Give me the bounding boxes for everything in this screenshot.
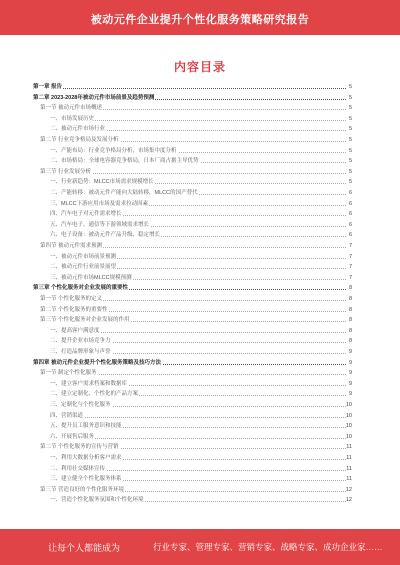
toc-page-number: 5: [348, 105, 352, 112]
toc-subsection-entry[interactable]: [33, 423, 352, 429]
toc-entry-label: 一、营造个性化服务氛围和个性化环境: [50, 497, 144, 504]
toc-entry-label: 第二节 行业竞争格局及发展分析: [40, 137, 119, 143]
toc-section-entry[interactable]: [33, 487, 352, 493]
toc-section-entry[interactable]: [33, 317, 352, 323]
toc-entry-label: 第三节 行业发展分析: [40, 168, 92, 175]
toc-page-number: 8: [348, 306, 352, 313]
toc-page-number: 9: [348, 380, 352, 387]
toc-page-number: 11: [346, 465, 352, 472]
toc-entry-label: 第四节 被动元件需求预测: [40, 243, 103, 249]
toc-subsection-entry[interactable]: [33, 201, 352, 207]
toc-page-number: 6: [348, 200, 352, 207]
toc-page-number: 5: [348, 115, 352, 122]
toc-page-number: 10: [345, 433, 352, 440]
toc-page-number: 9: [348, 359, 352, 366]
toc-entry-label: 六、开展售后服务: [50, 433, 95, 440]
toc-page-number: 11: [346, 444, 352, 451]
toc-subsection-entry[interactable]: [33, 190, 352, 196]
toc-entry-label: 三、被动元件市场MLCC规模预测: [50, 274, 132, 281]
toc-subsection-entry[interactable]: [33, 466, 352, 472]
toc-subsection-entry[interactable]: [33, 455, 352, 461]
footer-bar: [0, 529, 400, 565]
toc-chapter-entry[interactable]: [33, 95, 352, 101]
toc-subsection-entry[interactable]: [33, 126, 352, 132]
toc-page-number: 5: [348, 158, 352, 165]
toc-entry-label: 第四章 被动元件企业提升个性化服务策略及技巧方法: [33, 359, 162, 366]
toc-page-number: 7: [348, 253, 352, 260]
toc-subsection-entry[interactable]: [33, 391, 352, 397]
toc-section-entry[interactable]: [33, 169, 352, 175]
toc-entry-label: 四、汽车电子对元件需求增长: [50, 211, 122, 218]
toc-page-number: 6: [348, 190, 352, 196]
toc-page-number: 5: [348, 137, 352, 143]
toc-entry-label: 一、产能布局：行业竞争格局分析，市场集中度分析: [50, 147, 177, 154]
toc-page-number: 9: [348, 370, 352, 377]
toc-page-number: 5: [348, 147, 352, 154]
toc-entry-label: 第一节 个性化服务的定义: [40, 296, 103, 302]
toc-subsection-entry[interactable]: [33, 254, 352, 260]
toc-section-entry[interactable]: [33, 307, 352, 313]
toc-page-number: 10: [345, 402, 352, 408]
toc-page-number: 5: [348, 94, 352, 101]
toc-entry-label: 四、营销渠道: [50, 412, 84, 419]
toc-section-entry[interactable]: [33, 370, 352, 376]
toc-subsection-entry[interactable]: [33, 179, 352, 185]
toc-entry-label: 二、被动元件市场行业: [50, 126, 106, 133]
toc-entry-label: 一、被动元件市场前景预测: [50, 253, 117, 260]
toc-subsection-entry[interactable]: [33, 349, 352, 355]
toc-subsection-entry[interactable]: [33, 264, 352, 270]
toc-entry-label: 一、市场发展历史: [50, 115, 95, 122]
toc-entry-label: 三、建立健全个性化服务体系: [50, 476, 122, 483]
toc-entry-label: 第三节 个性化服务对企业发展的作用: [40, 317, 130, 324]
toc-subsection-entry[interactable]: [33, 328, 352, 334]
toc-page-number: 9: [348, 391, 352, 398]
toc-entry-label: 三、打造品牌形象与声誉: [50, 349, 111, 355]
toc-entry-label: 五、汽车电子、通信等下游领域需求增长: [50, 221, 150, 228]
table-of-contents: [33, 84, 352, 514]
toc-entry-label: 三、MLCC下游应用市场及需求拉动因素: [50, 200, 149, 207]
toc-entry-label: 五、提升员工服务意识和技能: [50, 423, 122, 430]
toc-entry-label: 二、产能转移：被动元件产能向大陆转移，MLCC的国产替代: [50, 190, 198, 196]
toc-subsection-entry[interactable]: [33, 381, 352, 387]
toc-entry-label: 二、市场格局：全球电容器竞争格局，日本厂商占据主导优势: [50, 158, 199, 165]
toc-page-number: 7: [348, 274, 352, 281]
toc-page-number: 6: [348, 211, 352, 218]
toc-entry-label: 一、利用大数据分析客户需求: [50, 455, 122, 461]
report-title: 被动元件企业提升个性化服务策略研究报告: [90, 14, 310, 26]
toc-page-number: 11: [346, 476, 352, 483]
toc-entry-label: 一、行业新趋势：MLCC市场需求规模增长: [50, 179, 154, 186]
toc-page-number: 10: [345, 423, 352, 430]
toc-subsection-entry[interactable]: [33, 116, 352, 122]
toc-entry-label: 三、定制化与个性化服务: [50, 402, 111, 408]
toc-entry-label: 第一节 被动元件市场概述: [40, 105, 103, 112]
toc-entry-label: 二、提升企业市场竞争力: [50, 338, 111, 345]
toc-page-number: 7: [348, 243, 352, 249]
toc-subsection-entry[interactable]: [33, 232, 352, 238]
toc-page-number: 9: [348, 349, 352, 355]
toc-entry-label: 第一节 制定个性化服务: [40, 370, 97, 377]
toc-page-number: 5: [348, 179, 352, 186]
toc-subsection-entry[interactable]: [33, 158, 352, 164]
toc-section-entry[interactable]: [33, 137, 352, 143]
toc-subsection-entry[interactable]: [33, 338, 352, 344]
toc-leader-dots: [50, 417, 346, 418]
toc-entry-label: 第二章 2023-2028年被动元件市场前景及趋势预测: [33, 94, 155, 101]
toc-entry-label: 第三章 个性化服务对企业发展的重要性: [33, 285, 129, 292]
toc-section-entry[interactable]: [33, 243, 352, 249]
toc-subsection-entry[interactable]: [33, 222, 352, 228]
toc-subsection-entry[interactable]: [33, 211, 352, 217]
toc-entry-label: 第二节 个性化服务的重要性: [40, 306, 108, 313]
toc-subsection-entry[interactable]: [33, 497, 352, 503]
toc-page-number: 6: [348, 232, 352, 239]
toc-subsection-entry[interactable]: [33, 148, 352, 154]
toc-subsection-entry[interactable]: [33, 476, 352, 482]
toc-subsection-entry[interactable]: [33, 402, 352, 408]
toc-page-number: 11: [346, 455, 352, 461]
toc-heading: 内容目录: [173, 60, 226, 74]
header-bar: [0, 0, 400, 35]
toc-page-number: 8: [348, 296, 352, 302]
toc-section-entry[interactable]: [33, 296, 352, 302]
toc-leader-dots: [33, 88, 346, 89]
toc-entry-label: 一、提高客户满意度: [50, 327, 100, 334]
toc-subsection-entry[interactable]: [33, 413, 352, 419]
toc-page-number: 10: [345, 412, 352, 419]
toc-page-number: 5: [348, 126, 352, 133]
toc-section-entry[interactable]: [33, 444, 352, 450]
footer-slogan-right: 行业专家、管理专家、营销专家、战略专家、成功企业家……: [153, 542, 383, 552]
toc-entry-label: 一、建立客户需求档案和数据库: [50, 380, 128, 387]
toc-entry-label: 第三节 营造良好的个性化服务环境: [40, 486, 125, 493]
toc-entry-label: 二、建立定制化、个性化的产品方案: [50, 391, 139, 398]
toc-page-number: 12: [345, 486, 352, 493]
toc-page-number: 5: [348, 84, 352, 90]
toc-page-number: 12: [345, 497, 352, 504]
toc-page-number: 8: [348, 338, 352, 345]
toc-page-number: 5: [348, 168, 352, 175]
toc-chapter-entry[interactable]: [33, 84, 352, 90]
toc-page-number: 7: [348, 264, 352, 271]
toc-section-entry[interactable]: [33, 105, 352, 111]
toc-chapter-entry[interactable]: [33, 285, 352, 291]
toc-entry-label: 二、被动元件行业前景展望: [50, 264, 117, 271]
toc-chapter-entry[interactable]: [33, 360, 352, 366]
toc-page-number: 8: [348, 285, 352, 292]
toc-page-number: 8: [348, 317, 352, 324]
toc-page-number: 6: [348, 221, 352, 228]
toc-subsection-entry[interactable]: [33, 434, 352, 440]
footer-slogan-left: 让每个人都能成为: [48, 543, 121, 553]
toc-subsection-entry[interactable]: [33, 275, 352, 281]
toc-page-number: 8: [348, 327, 352, 334]
toc-entry-label: 二、利用社交媒体宣传: [50, 465, 106, 472]
toc-entry-label: 第一章 报告: [33, 84, 63, 90]
toc-entry-label: 六、电子设备：被动元件产品升级、稳定增长: [50, 232, 161, 239]
toc-entry-label: 第二节 个性化服务的宣传与营销: [40, 444, 119, 451]
